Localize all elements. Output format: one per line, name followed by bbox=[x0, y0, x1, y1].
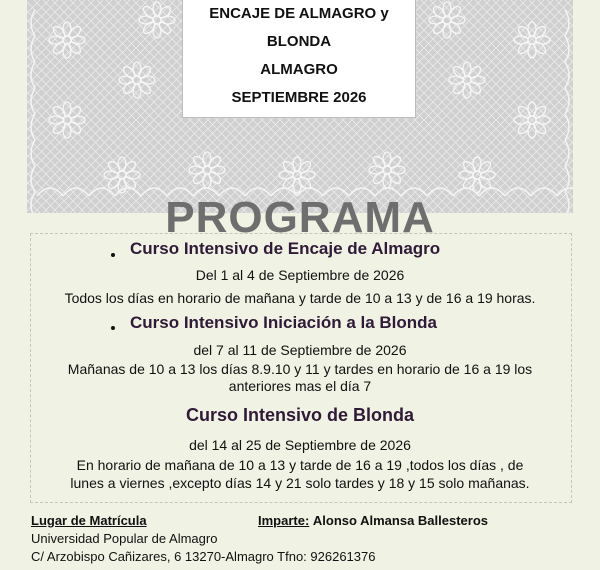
course-2-dates: del 7 al 11 de Septiembre de 2026 bbox=[193, 342, 407, 358]
lace-motif bbox=[31, 62, 35, 88]
lace-motif bbox=[27, 0, 103, 213]
imparte-line bbox=[258, 513, 488, 528]
lace-motif bbox=[528, 36, 536, 44]
title-line-3: ALMAGRO bbox=[260, 61, 338, 78]
bullet-icon bbox=[111, 253, 115, 257]
lace-motif bbox=[27, 0, 148, 213]
lace-motif bbox=[106, 175, 122, 191]
lace-motif bbox=[556, 0, 573, 213]
lace-motif bbox=[394, 0, 573, 213]
lace-motif bbox=[51, 40, 67, 56]
lace-motif bbox=[412, 0, 573, 213]
lace-motif bbox=[431, 20, 447, 36]
course-1-title: Curso Intensivo de Encaje de Almagro bbox=[130, 239, 441, 258]
lugar-line-1: Universidad Popular de Almagro bbox=[31, 531, 218, 546]
lace-motif bbox=[394, 0, 573, 213]
course-3-title: Curso Intensivo de Blonda bbox=[185, 405, 415, 425]
lace-motif bbox=[31, 10, 35, 36]
lace-motif bbox=[387, 154, 403, 170]
lace-motif bbox=[565, 140, 569, 166]
lace-motif bbox=[31, 36, 35, 62]
title-line-1: ENCAJE DE ALMAGRO y bbox=[209, 5, 389, 22]
lugar-line-2: C/ Arzobispo Cañizares, 6 13270-Almagro Tfno: 926261376 bbox=[31, 549, 376, 564]
lace-motif bbox=[63, 36, 71, 44]
lace-motif bbox=[51, 104, 67, 120]
course-2-detail-2: anteriores mas el día 7 bbox=[228, 378, 372, 394]
lace-motif bbox=[502, 0, 573, 213]
lace-motif bbox=[447, 4, 463, 20]
lace-motif bbox=[153, 16, 161, 24]
lace-motif bbox=[371, 154, 387, 170]
lace-motif bbox=[27, 0, 103, 213]
title-box bbox=[182, 0, 416, 118]
programa-heading: PROGRAMA bbox=[165, 193, 435, 242]
lace-motif bbox=[516, 24, 532, 40]
lace-motif bbox=[31, 114, 35, 140]
lace-motif bbox=[532, 24, 548, 40]
lace-motif bbox=[371, 170, 387, 186]
lace-motif bbox=[439, 0, 573, 213]
lace-motif bbox=[431, 4, 447, 20]
lace-motif bbox=[191, 170, 207, 186]
lace-motif bbox=[122, 159, 138, 175]
lace-motif bbox=[121, 64, 137, 80]
course-3-dates: del 14 al 25 de Septiembre de 2026 bbox=[189, 437, 411, 453]
lugar-label: Lugar de Matrícula bbox=[31, 513, 147, 528]
lace-motif bbox=[137, 80, 153, 96]
lace-motif bbox=[412, 0, 573, 213]
lace-motif bbox=[502, 0, 573, 213]
lace-motif bbox=[191, 154, 207, 170]
course-2-detail-1: Mañanas de 10 a 13 los días 8.9.10 y 11 y tardes en horario de 16 a 19 los bbox=[67, 361, 533, 377]
lace-motif bbox=[556, 0, 573, 213]
course-3-detail-1: En horario de mañana de 10 a 13 y tarde de 16 a 19 ,todos los días , de bbox=[76, 457, 524, 473]
course-1-detail-1: Todos los días en horario de mañana y tarde de 10 a 13 y de 16 a 19 horas. bbox=[64, 290, 536, 306]
lace-motif bbox=[31, 88, 35, 114]
lace-motif bbox=[141, 4, 157, 20]
imparte-name: Alonso Almansa Ballesteros bbox=[312, 513, 488, 528]
lace-motif bbox=[451, 80, 467, 96]
lace-motif bbox=[439, 0, 573, 213]
title-line-4: SEPTIEMBRE 2026 bbox=[231, 89, 367, 106]
lace-motif bbox=[207, 154, 223, 170]
bullet-icon bbox=[111, 326, 115, 330]
lace-motif bbox=[67, 104, 83, 120]
lace-motif bbox=[27, 0, 148, 213]
course-3-detail-2: lunes a viernes ,excepto días 14 y 21 solo tardes y 18 y 15 solo mañanas. bbox=[70, 475, 530, 491]
title-line-2: BLONDA bbox=[266, 33, 332, 50]
lace-motif bbox=[137, 64, 153, 80]
course-1-dates: Del 1 al 4 de Septiembre de 2026 bbox=[195, 267, 405, 283]
imparte-label: Imparte: bbox=[258, 513, 310, 528]
course-2-title: Curso Intensivo Iniciación a la Blonda bbox=[130, 313, 438, 332]
